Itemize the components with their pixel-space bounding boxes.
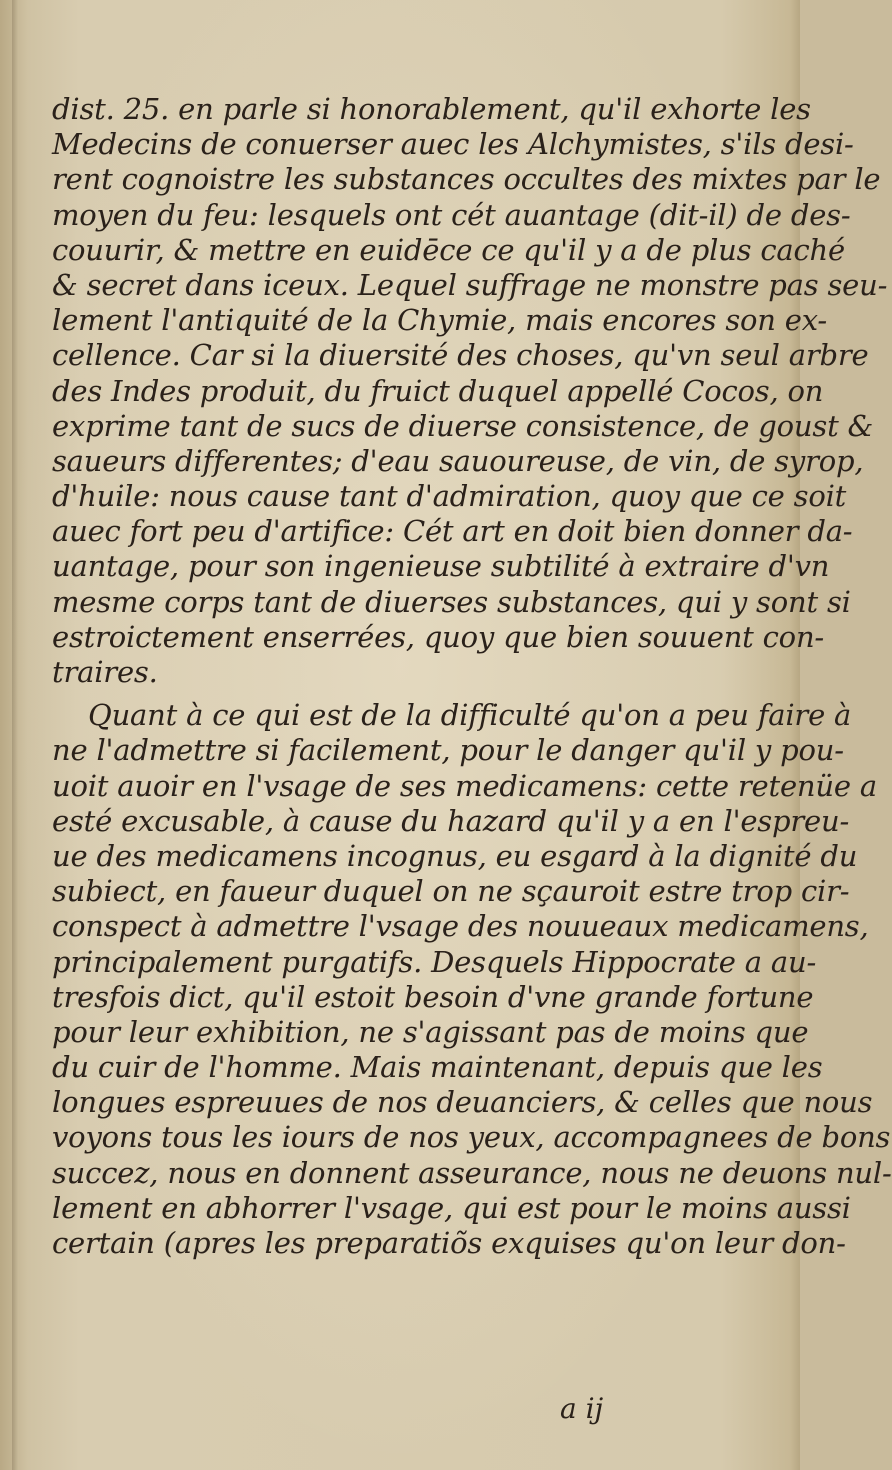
text-line: longues espreuues de nos deuanciers, & celles que nous xyxy=(52,1085,873,1120)
text-line: moyen du feu: lesquels ont cét auantage (dit-il) de des- xyxy=(52,197,851,232)
text-line: Quant à ce qui est de la difficulté qu'on a peu faire à xyxy=(88,698,852,733)
text-line: succez, nous en donnent asseurance, nous ne deuons nul- xyxy=(52,1155,892,1190)
paragraph-2 xyxy=(52,698,892,1261)
text-line: uantage, pour son ingenieuse subtilité à extraire d'vn xyxy=(52,549,830,584)
text-line: mesme corps tant de diuerses substances, qui y sont si xyxy=(52,584,851,619)
text-line: rent cognoistre les substances occultes des mixtes par le xyxy=(52,162,881,197)
text-line: subiect, en faueur duquel on ne sçauroit estre trop cir- xyxy=(52,874,850,909)
text-line: conspect à admettre l'vsage des nouueaux medicamens, xyxy=(52,909,869,944)
text-line: uoit auoir en l'vsage de ses medicamens: cette retenüe a xyxy=(52,768,877,803)
page-text xyxy=(52,92,892,1261)
text-line: lement en abhorrer l'vsage, qui est pour le moins aussi xyxy=(52,1190,851,1225)
text-line: tresfois dict, qu'il estoit besoin d'vne grande fortune xyxy=(52,979,814,1014)
text-line: traires. xyxy=(52,655,158,689)
text-line: esté excusable, à cause du hazard qu'il y a en l'espreu- xyxy=(52,803,850,838)
text-line: cellence. Car si la diuersité des choses, qu'vn seul arbre xyxy=(52,338,869,373)
text-line: dist. 25. en parle si honorablement, qu'il exhorte les xyxy=(52,92,811,126)
text-line: certain (apres les preparatiõs exquises qu'on leur don- xyxy=(52,1226,846,1260)
text-line: des Indes produit, du fruict duquel appellé Cocos, on xyxy=(52,373,824,408)
text-line: & secret dans iceux. Lequel suffrage ne monstre pas seu- xyxy=(52,267,888,302)
text-line: d'huile: nous cause tant d'admiration, quoy que ce soit xyxy=(52,479,847,514)
text-line: ue des medicamens incognus, eu esgard à la dignité du xyxy=(52,838,858,873)
text-line: voyons tous les iours de nos yeux, accompagnees de bons xyxy=(52,1120,891,1155)
text-line: saueurs differentes; d'eau sauoureuse, de vin, de syrop, xyxy=(52,443,864,478)
text-line: auec fort peu d'artifice: Cét art en doit bien donner da- xyxy=(52,514,853,549)
paragraph-gap xyxy=(52,690,772,698)
text-line: du cuir de l'homme. Mais maintenant, depuis que les xyxy=(52,1050,823,1085)
text-line: couurir, & mettre en euidēce ce qu'il y a de plus caché xyxy=(52,232,845,267)
text-line: estroictement enserrées, quoy que bien souuent con- xyxy=(52,619,825,654)
text-line: Medecins de conuerser auec les Alchymistes, s'ils desi- xyxy=(52,127,854,162)
signature-mark: a ij xyxy=(560,1392,604,1425)
text-line: ne l'admettre si facilement, pour le danger qu'il y pou- xyxy=(52,733,844,768)
text-line: lement l'antiquité de la Chymie, mais encores son ex- xyxy=(52,303,827,338)
paragraph-1 xyxy=(52,92,888,690)
text-line: pour leur exhibition, ne s'agissant pas de moins que xyxy=(52,1014,809,1049)
text-line: principalement purgatifs. Desquels Hippocrate a au- xyxy=(52,944,817,979)
text-line: exprime tant de sucs de diuerse consistence, de goust & xyxy=(52,408,874,443)
